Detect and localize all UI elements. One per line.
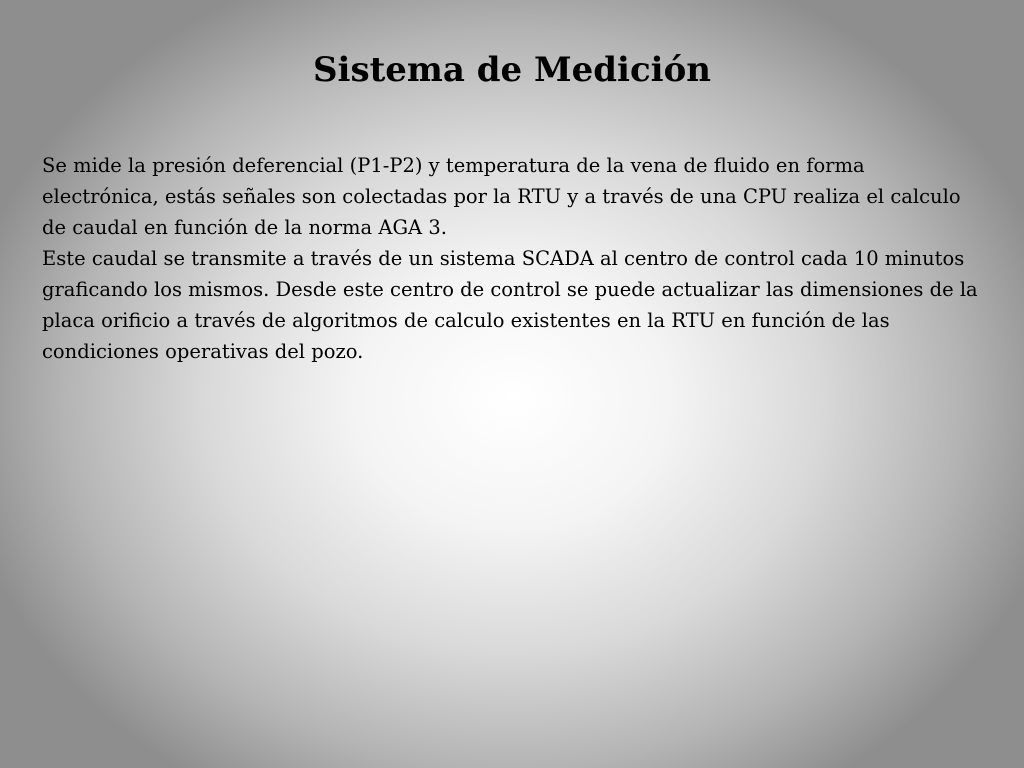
slide-title: Sistema de Medición: [312, 50, 711, 90]
body-paragraph-2: Este caudal se transmite a través de un sistema SCADA al centro de control cada 10 minutos graficando los mismos. Desde este centro de control se puede actualizar las dimensiones de la placa orificio a través de algoritmos de calculo existentes en la RTU en función de las condiciones operativas del pozo.: [42, 247, 978, 363]
slide-body: [42, 150, 982, 367]
body-paragraph-1: Se mide la presión deferencial (P1-P2) y temperatura de la vena de fluido en forma electrónica, estás señales son colectadas por la RTU y a través de una CPU realiza el calculo de caudal en función de la norma AGA 3.: [42, 154, 961, 239]
